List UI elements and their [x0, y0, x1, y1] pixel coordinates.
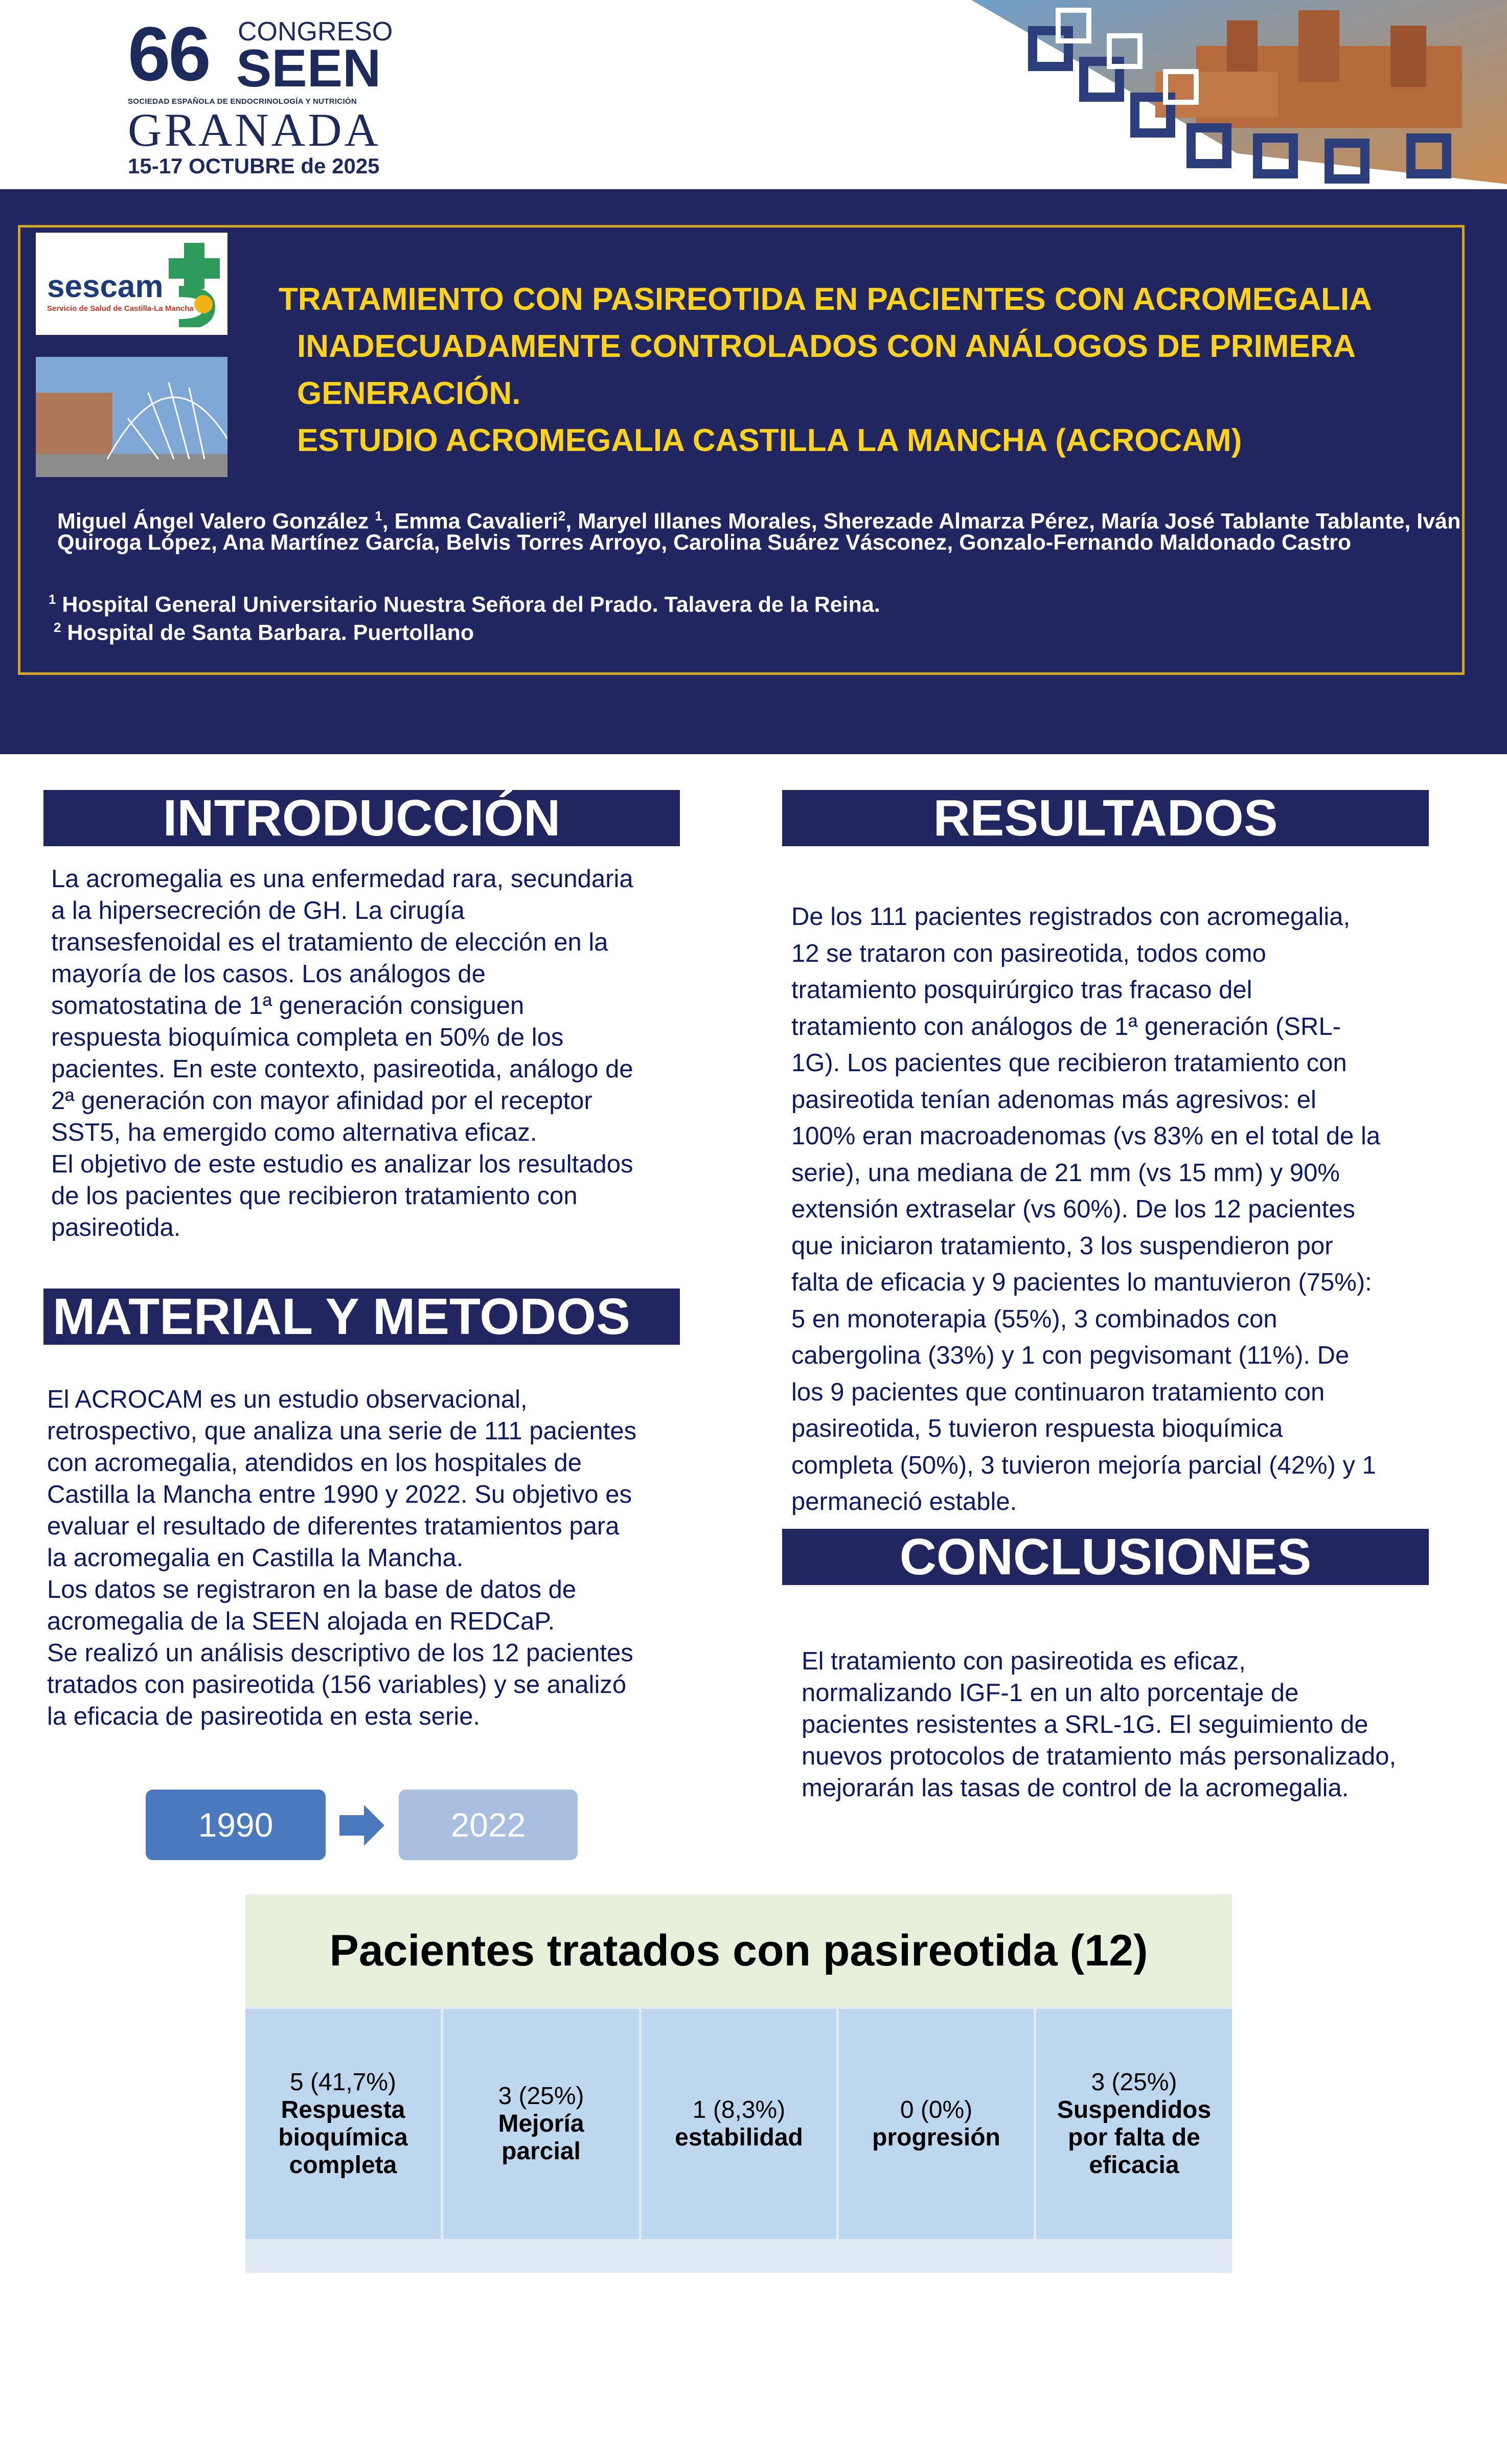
- text-line: De los 111 pacientes registrados con acromegalia,: [791, 903, 1351, 931]
- title-line: INADECUADAMENTE CONTROLADOS CON ANÁLOGOS DE PRIMERA: [297, 329, 1356, 364]
- text-line: acromegalia de la SEEN alojada en REDCaP.: [47, 1608, 555, 1635]
- congress-society: SOCIEDAD ESPAÑOLA DE ENDOCRINOLOGÍA Y NUTRICIÓN: [128, 97, 357, 106]
- author-sup: 1: [375, 508, 382, 524]
- text-line: pasireotida, 5 tuvieron respuesta bioquímica: [791, 1415, 1283, 1442]
- granada-banner-image: [838, 0, 1507, 187]
- congress-logo: [128, 9, 394, 178]
- text-line: normalizando IGF-1 en un alto porcentaje de: [802, 1679, 1299, 1707]
- text-line: Se realizó un análisis descriptivo de los 12 pacientes: [47, 1639, 633, 1667]
- methods-text: [47, 1384, 696, 1732]
- cell-label: Respuesta bioquímica completa: [278, 2096, 408, 2179]
- text-line: transesfenoidal es el tratamiento de elección en la: [51, 929, 608, 956]
- text-line: 1G). Los pacientes que recibieron tratamiento con: [791, 1049, 1347, 1077]
- conclusions-text: [802, 1645, 1466, 1804]
- table-cell: [1036, 2009, 1232, 2239]
- text-line: El objetivo de este estudio es analizar los resultados: [51, 1150, 633, 1178]
- text-line: 12 se trataron con pasireotida, todos como: [791, 939, 1266, 967]
- text-line: tratamiento posquirúrgico tras fracaso del: [791, 976, 1252, 1004]
- text-line: evaluar el resultado de diferentes tratamientos para: [47, 1512, 620, 1540]
- text-line: permaneció estable.: [791, 1488, 1017, 1516]
- timeline-end: 2022: [399, 1790, 578, 1860]
- congress-number: 66: [128, 11, 209, 97]
- table-cell: [642, 2009, 836, 2239]
- text-line: completa (50%), 3 tuvieron mejoría parcial (42%) y 1: [791, 1451, 1376, 1479]
- text-line: respuesta bioquímica completa en 50% de los: [51, 1024, 564, 1051]
- text-line: 100% eran macroadenomas (vs 83% en el total de la: [791, 1122, 1381, 1150]
- text-line: cabergolina (33%) y 1 con pegvisomant (11%). De: [791, 1342, 1350, 1369]
- table-cell: [839, 2009, 1034, 2239]
- affiliation-sup: 2: [54, 620, 61, 636]
- cell-value: 0 (0%): [900, 2096, 973, 2123]
- cell-label: Mejoría parcial: [498, 2110, 584, 2165]
- text-line: a la hipersecreción de GH. La cirugía: [51, 897, 465, 924]
- sescam-cross-icon: [169, 243, 220, 327]
- text-line: pasireotida.: [51, 1214, 181, 1241]
- text-line: tratados con pasireotida (156 variables) y se analizó: [47, 1671, 627, 1699]
- timeline-start: 1990: [146, 1790, 326, 1860]
- congress-dates: 15-17 OCTUBRE de 2025: [128, 154, 380, 178]
- intro-text: [51, 863, 695, 1244]
- text-line: con acromegalia, atendidos en los hospitales de: [47, 1449, 582, 1477]
- arrow-right-icon: [339, 1805, 384, 1846]
- text-line: pacientes resistentes a SRL-1G. El seguimiento de: [802, 1711, 1368, 1738]
- text-line: la acromegalia en Castilla la Mancha.: [47, 1544, 464, 1572]
- text-line: SST5, ha emergido como alternativa eficaz.: [51, 1119, 537, 1146]
- affiliations: [49, 588, 1327, 645]
- text-line: El tratamiento con pasireotida es eficaz,: [802, 1647, 1246, 1675]
- text-line: serie), una mediana de 21 mm (vs 15 mm) y 90%: [791, 1159, 1340, 1187]
- affiliation-sup: 1: [49, 592, 56, 607]
- congress-seen: SEEN: [236, 39, 381, 98]
- title-line: TRATAMIENTO CON PASIREOTIDA EN PACIENTES CON ACROMEGALIA: [279, 282, 1373, 317]
- text-line: tratamiento con análogos de 1ª generación (SRL-: [791, 1012, 1341, 1041]
- cell-value: 1 (8,3%): [692, 2096, 786, 2123]
- sescam-logo: [36, 233, 227, 335]
- results-text: [791, 899, 1456, 1521]
- text-line: la eficacia de pasireotida en esta serie.: [47, 1703, 481, 1730]
- hospital-bridge-image: [36, 357, 227, 477]
- congress-city: GRANADA: [128, 104, 381, 156]
- intro-heading: INTRODUCCIÓN: [43, 790, 680, 846]
- text-line: La acromegalia es una enfermedad rara, secundaria: [51, 865, 633, 893]
- cell-value: 3 (25%): [498, 2083, 584, 2110]
- author-text: Miguel Ángel Valero González: [57, 509, 375, 534]
- text-line: pacientes. En este contexto, pasireotida, análogo de: [51, 1055, 633, 1083]
- text-line: los 9 pacientes que continuaron tratamiento con: [791, 1378, 1325, 1406]
- text-line: pasireotida tenían adenomas más agresivos: el: [791, 1086, 1316, 1114]
- banner-graphic: [838, 0, 1507, 187]
- author-text: , Maryel Illanes Morales, Sherezade Almarza Pérez, María José Tablante Tablante, Iván Quiroga López, Ana Martínez García, Belvis Torres Arroyo, Carolina Suárez Vásconez, Gonzalo-Fernando Maldonado Castro: [57, 509, 1461, 555]
- methods-heading: MATERIAL Y METODOS: [43, 1288, 680, 1345]
- author-text: , Emma Cavalieri: [382, 509, 558, 534]
- text-line: El ACROCAM es un estudio observacional,: [47, 1386, 528, 1413]
- table-title: Pacientes tratados con pasireotida (12): [245, 1894, 1232, 2007]
- results-heading: RESULTADOS: [782, 790, 1429, 846]
- author-sup: 2: [558, 508, 566, 524]
- hospital-photo: [36, 357, 227, 477]
- table-cell: [443, 2009, 639, 2239]
- cell-label: progresión: [872, 2124, 1000, 2151]
- text-line: Los datos se registraron en la base de datos de: [47, 1576, 577, 1603]
- cell-value: 5 (41,7%): [289, 2069, 397, 2096]
- sescam-subtitle: Servicio de Salud de Castilla-La Mancha: [47, 304, 194, 313]
- affiliation-text: Hospital General Universitario Nuestra Señora del Prado. Talavera de la Reina.: [56, 592, 880, 617]
- poster-title: [279, 276, 1429, 464]
- sescam-name: sescam: [47, 269, 164, 304]
- cell-label: Suspendidos por falta de eficacia: [1057, 2096, 1212, 2179]
- text-line: que iniciaron tratamiento, 3 los suspendieron por: [791, 1232, 1333, 1260]
- cell-value: 3 (25%): [1091, 2069, 1177, 2096]
- title-line: ESTUDIO ACROMEGALIA CASTILLA LA MANCHA (ACROCAM): [297, 423, 1242, 458]
- authors: [57, 505, 1473, 553]
- text-line: Castilla la Mancha entre 1990 y 2022. Su objetivo es: [47, 1481, 632, 1508]
- affiliation: [49, 616, 1327, 644]
- text-line: somatostatina de 1ª generación consiguen: [51, 992, 524, 1020]
- text-line: mayoría de los casos. Los análogos de: [51, 960, 486, 988]
- text-line: 5 en monoterapia (55%), 3 combinados con: [791, 1305, 1277, 1333]
- cell-label: estabilidad: [675, 2124, 803, 2151]
- outcomes-table: [245, 1894, 1232, 2273]
- text-line: mejorarán las tasas de control de la acromegalia.: [802, 1774, 1349, 1802]
- text-line: 2ª generación con mayor afinidad por el receptor: [51, 1087, 592, 1115]
- text-line: falta de eficacia y 9 pacientes lo mantuvieron (75%):: [791, 1269, 1372, 1296]
- title-line: GENERACIÓN.: [297, 376, 521, 411]
- affiliation: [49, 588, 1327, 616]
- text-line: de los pacientes que recibieron tratamiento con: [51, 1182, 578, 1210]
- table-cell: [245, 2009, 441, 2239]
- text-line: nuevos protocolos de tratamiento más personalizado,: [802, 1743, 1397, 1770]
- text-line: extensión extraselar (vs 60%). De los 12 pacientes: [791, 1195, 1356, 1223]
- congress-label: CONGRESO: [238, 17, 393, 47]
- conclusions-heading: CONCLUSIONES: [782, 1529, 1429, 1585]
- text-line: retrospectivo, que analiza una serie de 111 pacientes: [47, 1417, 637, 1445]
- affiliation-text: Hospital de Santa Barbara. Puertollano: [61, 620, 474, 645]
